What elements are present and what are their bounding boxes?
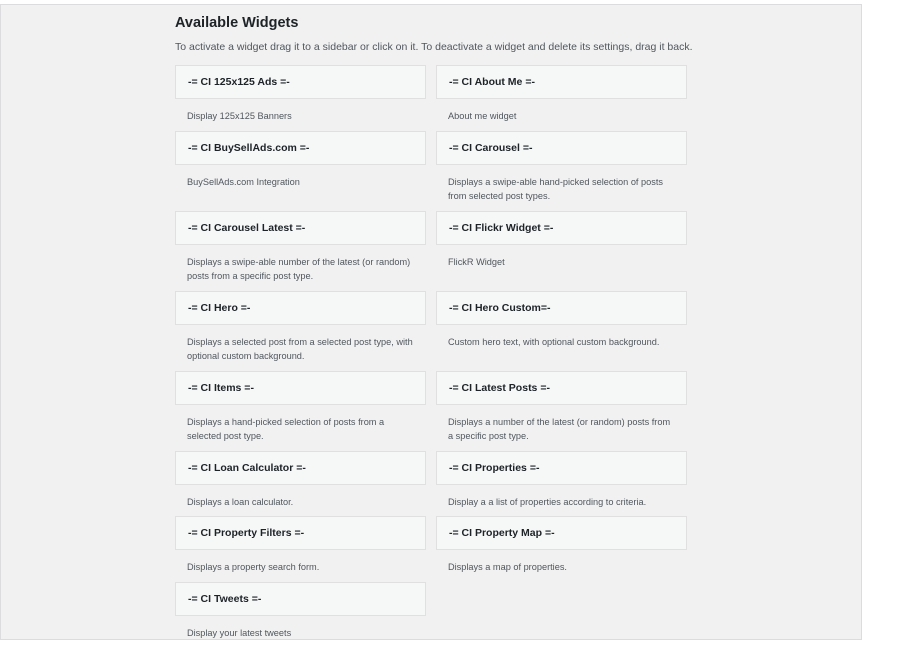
widget-item-tweets: [175, 582, 426, 648]
widget-item-latest-posts: [436, 371, 687, 451]
widget-title-property-filters[interactable]: -= CI Property Filters =-: [175, 516, 426, 550]
widget-description: Displays a swipe-able hand-picked selection of posts from selected post types.: [448, 176, 664, 201]
widget-item-about-me: [436, 65, 687, 131]
widget-title-properties[interactable]: -= CI Properties =-: [436, 451, 687, 485]
widget-description: Displays a loan calculator.: [187, 496, 294, 507]
widget-description: Displays a selected post from a selected post type, with optional custom background.: [187, 336, 413, 361]
widget-item-flickr: [436, 211, 687, 291]
widget-item-hero-custom: [436, 291, 687, 371]
widget-item-items: [175, 371, 426, 451]
available-widgets-panel: [0, 4, 862, 640]
widget-item-property-filters: [175, 516, 426, 582]
widget-description: Display your latest tweets: [187, 627, 292, 638]
widget-title-hero-custom[interactable]: -= CI Hero Custom=-: [436, 291, 687, 325]
widget-description: About me widget: [448, 111, 517, 121]
widget-description: Custom hero text, with optional custom background.: [448, 336, 660, 347]
widget-description: Displays a map of properties.: [448, 562, 567, 572]
widget-title-carousel-latest[interactable]: -= CI Carousel Latest =-: [175, 211, 426, 245]
widget-title-loan-calculator[interactable]: -= CI Loan Calculator =-: [175, 451, 426, 485]
widget-item-buysellads: [175, 131, 426, 211]
widget-title-tweets[interactable]: -= CI Tweets =-: [175, 582, 426, 616]
widget-item-properties: [436, 451, 687, 517]
widget-description: Displays a swipe-able number of the latest (or random) posts from a specific post type.: [187, 256, 411, 281]
widget-title-carousel[interactable]: -= CI Carousel =-: [436, 131, 687, 165]
widget-item-loan-calculator: [175, 451, 426, 517]
widget-title-about-me[interactable]: -= CI About Me =-: [436, 65, 687, 99]
widget-description: Display a a list of properties according to criteria.: [448, 496, 647, 507]
widget-description: BuySellAds.com Integration: [187, 176, 300, 187]
widget-title-items[interactable]: -= CI Items =-: [175, 371, 426, 405]
widget-item-property-map: [436, 516, 687, 582]
widget-title-property-map[interactable]: -= CI Property Map =-: [436, 516, 687, 550]
widget-description: Displays a hand-picked selection of posts from a selected post type.: [187, 416, 385, 441]
widget-title-125x125-ads[interactable]: -= CI 125x125 Ads =-: [175, 65, 426, 99]
widget-item-carousel: [436, 131, 687, 211]
widget-title-flickr[interactable]: -= CI Flickr Widget =-: [436, 211, 687, 245]
widget-item-carousel-latest: [175, 211, 426, 291]
widget-description: Displays a property search form.: [187, 562, 320, 572]
widget-description: FlickR Widget: [448, 256, 505, 267]
widget-title-hero[interactable]: -= CI Hero =-: [175, 291, 426, 325]
widget-item-125x125-ads: [175, 65, 426, 131]
widget-title-buysellads[interactable]: -= CI BuySellAds.com =-: [175, 131, 426, 165]
widget-description: Display 125x125 Banners: [187, 111, 292, 121]
section-description: To activate a widget drag it to a sidebar or click on it. To deactivate a widget and delete its settings, drag it back.: [175, 41, 693, 53]
widget-item-hero: [175, 291, 426, 371]
widget-description: Displays a number of the latest (or random) posts from a specific post type.: [448, 416, 671, 441]
section-title: Available Widgets: [175, 15, 299, 31]
widget-list: [175, 65, 687, 647]
widget-title-latest-posts[interactable]: -= CI Latest Posts =-: [436, 371, 687, 405]
